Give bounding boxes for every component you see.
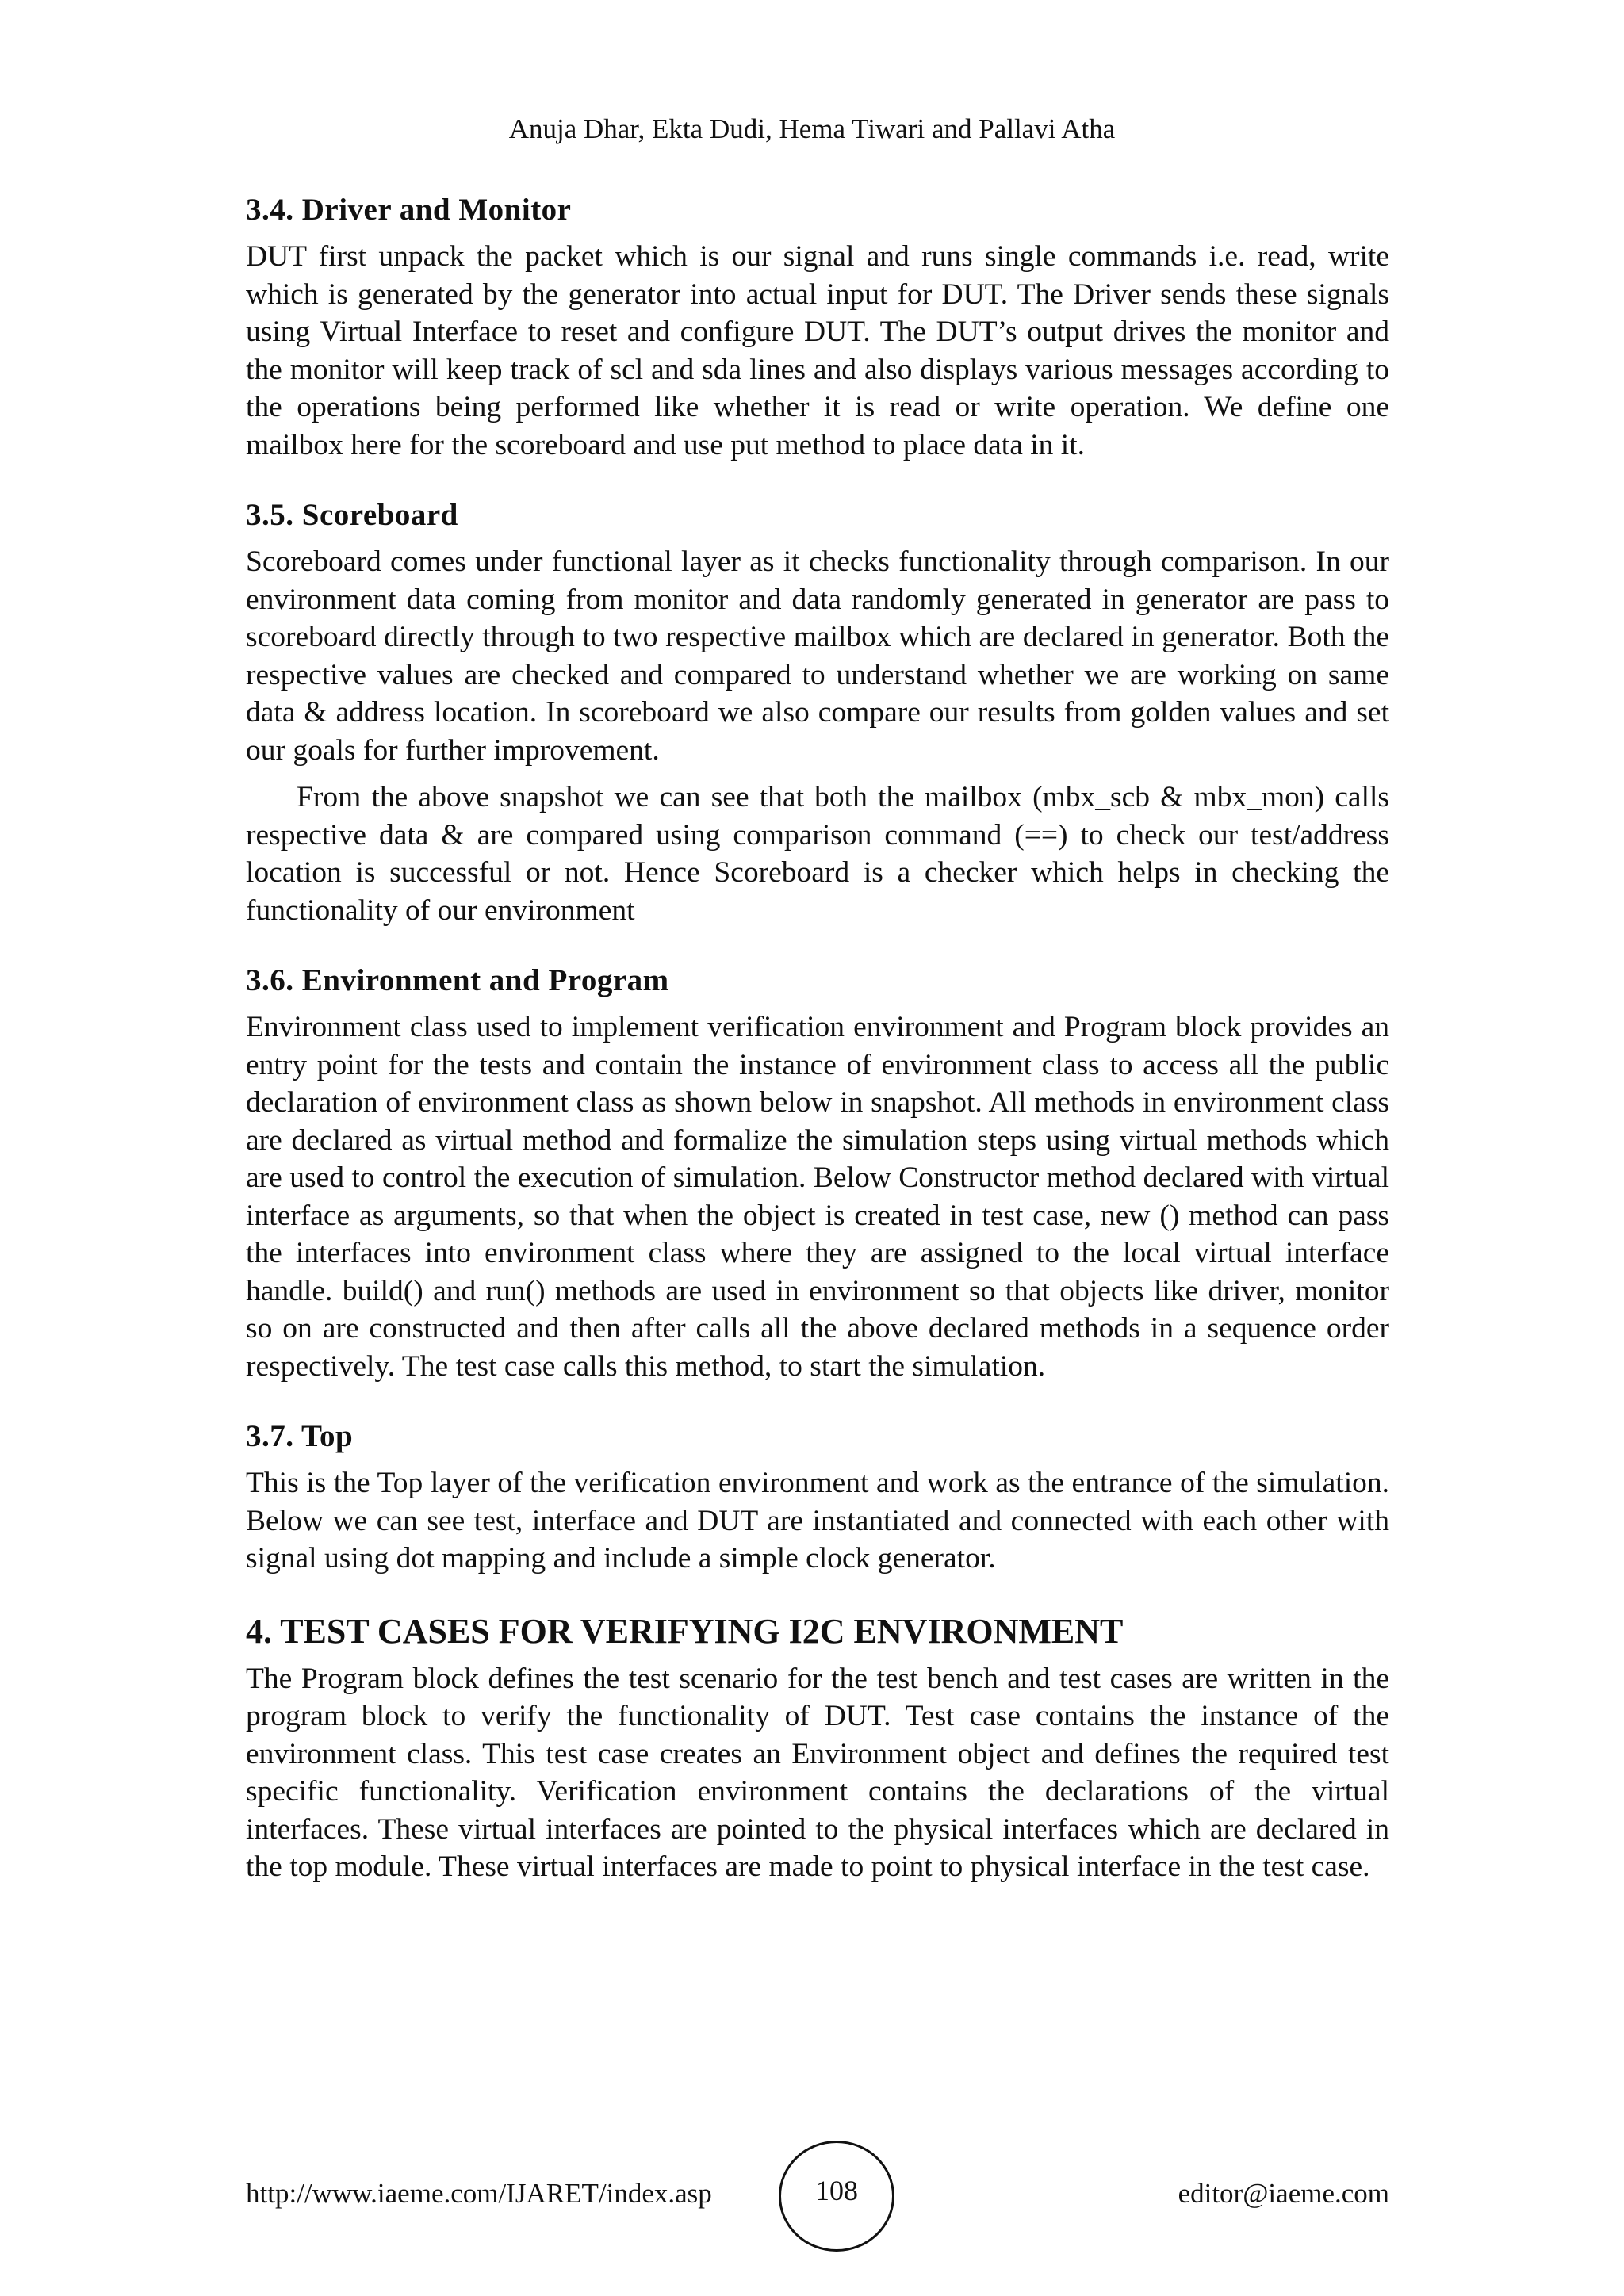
paragraph-driver-monitor: DUT first unpack the packet which is our signal and runs single commands i.e. read, write which is generated by the generator into actual input for DUT. The Driver sends these signals using Virtual Interface to reset and configure DUT. The DUT’s output drives the monitor and the monitor will keep track of scl and sda lines and also displays various messages according to the operations being performed like whether it is read or write operation. We define one mailbox here for the scoreboard and use put method to place data in it. <box>246 240 1389 461</box>
section-heading-top: 3.7. Top <box>246 1419 354 1453</box>
page-content <box>246 190 1389 1918</box>
paragraph-scoreboard-2: From the above snapshot we can see that both the mailbox (mbx_scb & mbx_mon) calls respective data & are compared using comparison command (==) to check our test/address location is successful or not. Hence Scoreboard is a checker which helps in checking the functionality of our environment <box>246 781 1389 927</box>
section-heading-environment-program: 3.6. Environment and Program <box>246 963 669 997</box>
paragraph-environment-program: Environment class used to implement verification environment and Program block provides an entry point for the tests and contain the instance of environment class to access all the public declaration of environment class as shown below in snapshot. All methods in environment class are declared as virtual method and formalize the simulation steps using virtual methods which are used to control the execution of simulation. Below Constructor method declared with virtual interface as arguments, so that when the object is created in test case, new () method can pass the interfaces into environment class where they are assigned to the local virtual interface handle. build() and run() methods are used in environment so that objects like driver, monitor so on are constructed and then after calls all the above declared methods in a sequence order respectively. The test case calls this method, to start the simulation. <box>246 1011 1389 1383</box>
paragraph-top: This is the Top layer of the verification environment and work as the entrance of the simulation. Below we can see test, interface and DUT are instantiated and connected with each other with signal using dot mapping and include a simple clock generator. <box>246 1467 1389 1575</box>
footer-url-link[interactable]: http://www.iaeme.com/IJARET/index.asp <box>246 2178 712 2209</box>
running-header-authors: Anuja Dhar, Ekta Dudi, Hema Tiwari and Pallavi Atha <box>508 113 1116 144</box>
chapter-heading-test-cases: 4. TEST CASES FOR VERIFYING I2C ENVIRONMENT <box>246 1611 1124 1651</box>
section-heading-driver-monitor: 3.4. Driver and Monitor <box>246 193 572 227</box>
section-heading-scoreboard: 3.5. Scoreboard <box>246 498 458 532</box>
section-3-7 <box>246 1417 1389 1578</box>
section-4 <box>246 1609 1389 1886</box>
page-number: 108 <box>815 2175 858 2206</box>
page-footer <box>246 2141 1389 2252</box>
section-3-5 <box>246 496 1389 929</box>
page-number-circle <box>779 2141 894 2252</box>
section-3-6 <box>246 961 1389 1385</box>
footer-email-link[interactable]: editor@iaeme.com <box>1178 2178 1389 2209</box>
paragraph-test-cases: The Program block defines the test scenario for the test bench and test cases are written in the program block to verify the functionality of DUT. Test case contains the instance of the environment class. This test case creates an Environment object and defines the required test specific functionality. Verification environment contains the declarations of the virtual interfaces. These virtual interfaces are pointed to the physical interfaces which are declared in the top module. These virtual interfaces are made to point to physical interface in the test case. <box>246 1662 1389 1883</box>
paragraph-scoreboard-1: Scoreboard comes under functional layer as it checks functionality through comparison. In our environment data coming from monitor and data randomly generated in generator are pass to scoreboard directly through to two respective mailbox which are declared in generator. Both the respective values are checked and compared to understand whether we are working on same data & address location. In scoreboard we also compare our results from golden values and set our goals for further improvement. <box>246 545 1389 767</box>
section-3-4 <box>246 190 1389 464</box>
